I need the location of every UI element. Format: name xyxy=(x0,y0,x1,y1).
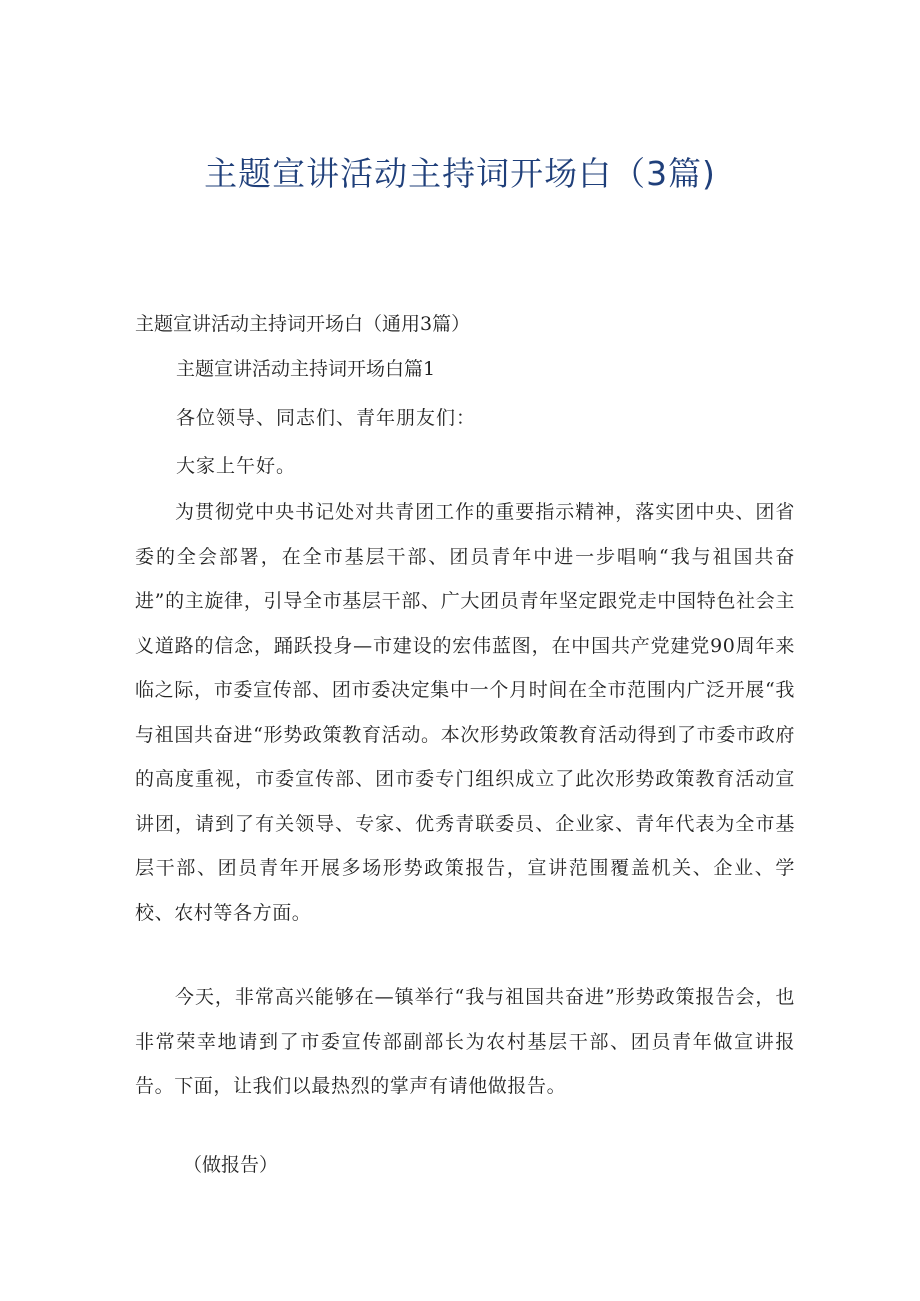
document-title: 主题宣讲活动主持词开场白（3篇) xyxy=(204,154,716,193)
stage-note: （做报告） xyxy=(183,1154,279,1176)
morning-greeting: 大家上午好。 xyxy=(176,455,297,477)
body-paragraph-2: 今天，非常高兴能够在—镇举行“我与祖国共奋进”形势政策报告会，也非常荣幸地请到了市委宣传部副部长为农村基层干部、团员青年做宣讲报告。下面，让我们以最热烈的掌声有请他做报告。 xyxy=(135,986,795,1097)
section-heading: 主题宣讲活动主持词开场白篇1 xyxy=(176,358,436,380)
body-paragraph-1: 为贯彻党中央书记处对共青团工作的重要指示精神，落实团中央、团省委的全会部署，在全市基层干部、团员青年中进一步唱响“我与祖国共奋进”的主旋律，引导全市基层干部、广大团员青年坚定跟党走中国特色社会主义道路的信念，踊跃投身—市建设的宏伟蓝图，在中国共产党建党90周年来临之际，市委宣传部、团市委决定集中一个月时间在全市范围内广泛开展“我与祖国共奋进“形势政策教育活动。本次形势政策教育活动得到了市委市政府的高度重视，市委宣传部、团市委专门组织成立了此次形势政策教育活动宣讲团，请到了有关领导、专家、优秀青联委员、企业家、青年代表为全市基层干部、团员青年开展多场形势政策报告，宣讲范围覆盖机关、企业、学校、农村等各方面。 xyxy=(135,501,795,924)
greeting-line: 各位领导、同志们、青年朋友们： xyxy=(176,407,477,429)
document-subtitle: 主题宣讲活动主持词开场白（通用3篇） xyxy=(135,313,471,335)
